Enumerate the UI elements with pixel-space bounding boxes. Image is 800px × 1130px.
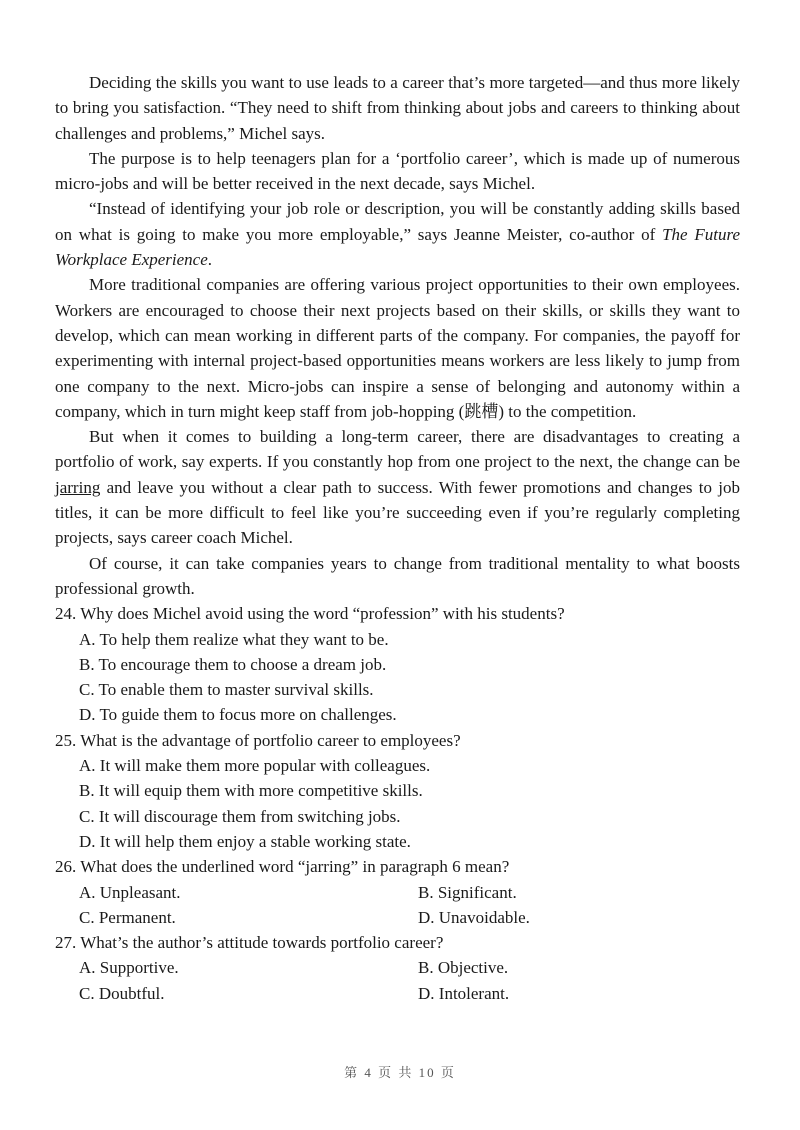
option-b: B. It will equip them with more competitive skills. xyxy=(79,781,423,801)
option-a: A. To help them realize what they want to be. xyxy=(79,629,389,649)
question-stem: 24. Why does Michel avoid using the word “profession” with his students? xyxy=(55,604,565,624)
options-row xyxy=(55,905,740,930)
option-c: C. Doubtful. xyxy=(79,983,165,1003)
paragraph-3-end: . xyxy=(207,250,213,270)
option-c: C. It will discourage them from switching jobs. xyxy=(79,806,401,826)
option-c: C. Permanent. xyxy=(79,907,176,927)
question-25 xyxy=(55,728,740,854)
options-row xyxy=(55,981,740,1006)
passage-content xyxy=(55,70,740,1006)
option-d: D. To guide them to focus more on challenges. xyxy=(79,705,397,725)
option-a: A. Supportive. xyxy=(79,958,179,978)
options-row xyxy=(55,880,740,905)
book-title: The Future Workplace Experience xyxy=(55,224,740,270)
question-stem: 25. What is the advantage of portfolio career to employees? xyxy=(55,730,461,750)
paragraph-2: The purpose is to help teenagers plan for a ‘portfolio career’, which is made up of numerous micro-jobs and will be better received in the next decade, says Michel. xyxy=(55,148,740,194)
question-stem: 26. What does the underlined word “jarring” in paragraph 6 mean? xyxy=(55,857,510,877)
question-27 xyxy=(55,930,740,1006)
option-b: B. To encourage them to choose a dream job. xyxy=(79,654,387,674)
page-footer: 第 4 页 共 10 页 xyxy=(344,1065,456,1080)
paragraph-5-after: and leave you without a clear path to success. With fewer promotions and changes to job titles, it can be more difficult to feel like you’re succeeding even if you’re regularly completing projects, says career coach Michel. xyxy=(55,477,740,548)
underlined-word: jarring xyxy=(55,477,101,497)
option-d: D. Intolerant. xyxy=(418,983,510,1003)
option-d: D. It will help them enjoy a stable working state. xyxy=(79,831,411,851)
question-stem: 27. What’s the author’s attitude towards portfolio career? xyxy=(55,933,444,953)
option-b: B. Significant. xyxy=(418,882,517,902)
paragraph-4: More traditional companies are offering various project opportunities to their own employees. Workers are encouraged to choose their next projects based on their skills, or skills they want to develop, which can mean working in different parts of the company. For companies, the payoff for experimenting with internal project-based opportunities means workers are less likely to jump from one company to the next. Micro-jobs can inspire a sense of belonging and autonomy within a company, which in turn might keep staff from job-hopping (跳槽) to the competition. xyxy=(55,275,740,421)
option-c: C. To enable them to master survival skills. xyxy=(79,680,374,700)
paragraph-5 xyxy=(55,424,740,550)
options-row xyxy=(55,955,740,980)
option-b: B. Objective. xyxy=(418,958,509,978)
paragraph-1: Deciding the skills you want to use leads to a career that’s more targeted—and thus more likely to bring you satisfaction. “They need to shift from thinking about jobs and careers to thinking about challenges and problems,” Michel says. xyxy=(55,73,740,143)
question-26 xyxy=(55,854,740,930)
paragraph-5-before: But when it comes to building a long-term career, there are disadvantages to creating a portfolio of work, say experts. If you constantly hop from one project to the next, the change can be xyxy=(55,427,740,472)
option-a: A. Unpleasant. xyxy=(79,882,181,902)
paragraph-6: Of course, it can take companies years to change from traditional mentality to what boosts professional growth. xyxy=(55,553,740,598)
question-24 xyxy=(55,601,740,727)
option-d: D. Unavoidable. xyxy=(418,907,530,927)
paragraph-3-text: “Instead of identifying your job role or description, you will be constantly adding skills based on what is going to make you more employable,” says Jeanne Meister, co-author of xyxy=(55,199,740,244)
paragraph-3 xyxy=(55,196,740,272)
option-a: A. It will make them more popular with colleagues. xyxy=(79,756,431,776)
